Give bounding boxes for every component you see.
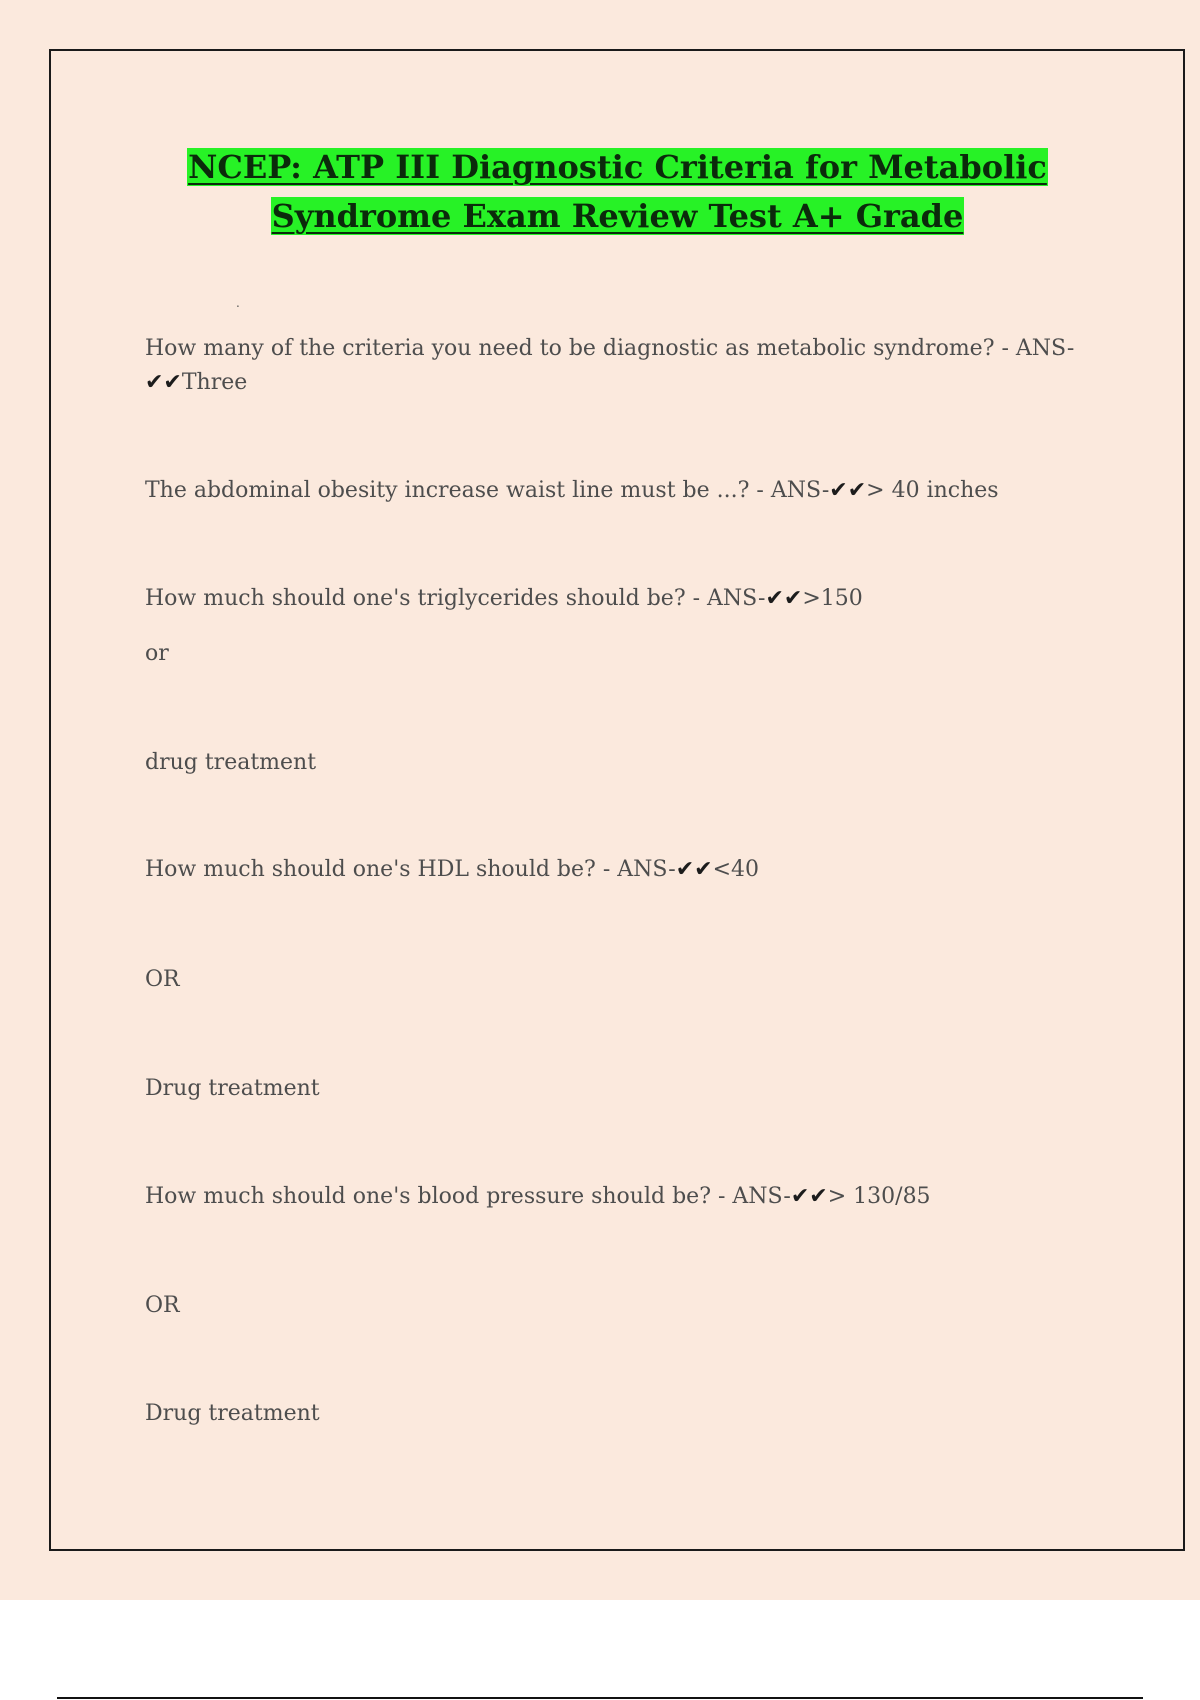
answer-text: >150 xyxy=(802,586,863,611)
answer-text: Three xyxy=(181,370,248,395)
answer-continuation: Drug treatment xyxy=(145,1401,320,1426)
question-text: How much should one's blood pressure should be? - ANS- xyxy=(145,1184,791,1209)
title-line-2: Syndrome Exam Review Test A+ Grade xyxy=(271,197,964,235)
question-text: How much should one's triglycerides should be? - ANS- xyxy=(145,586,766,611)
page-border xyxy=(49,49,1185,1551)
document-title xyxy=(140,143,1095,241)
question-text: How much should one's HDL should be? - ANS- xyxy=(145,857,676,882)
answer-continuation: OR xyxy=(145,1293,180,1318)
question-triglycerides xyxy=(145,582,1085,616)
double-check-icon: ✔✔ xyxy=(145,370,182,395)
answer-text: > 40 inches xyxy=(866,478,999,503)
double-check-icon: ✔✔ xyxy=(829,478,867,503)
question-waist-line xyxy=(145,474,1085,508)
question-text: How many of the criteria you need to be diagnostic as metabolic syndrome? - ANS- xyxy=(145,336,1075,361)
footer-divider xyxy=(57,1697,1143,1699)
answer-continuation: drug treatment xyxy=(145,750,317,775)
answer-text: <40 xyxy=(712,857,760,882)
stray-dot: . xyxy=(236,296,240,310)
answer-continuation: Drug treatment xyxy=(145,1076,320,1101)
question-blood-pressure xyxy=(145,1180,1085,1214)
question-hdl xyxy=(145,853,1085,887)
double-check-icon: ✔✔ xyxy=(765,586,803,611)
question-text: The abdominal obesity increase waist line must be ...? - ANS- xyxy=(145,478,830,503)
title-line-1: NCEP: ATP III Diagnostic Criteria for Metabolic xyxy=(188,148,1047,186)
answer-continuation: OR xyxy=(145,967,180,992)
double-check-icon: ✔✔ xyxy=(675,857,713,882)
question-criteria-count xyxy=(145,332,1085,400)
answer-continuation: or xyxy=(145,641,169,666)
double-check-icon: ✔✔ xyxy=(790,1184,828,1209)
answer-text: > 130/85 xyxy=(827,1184,931,1209)
